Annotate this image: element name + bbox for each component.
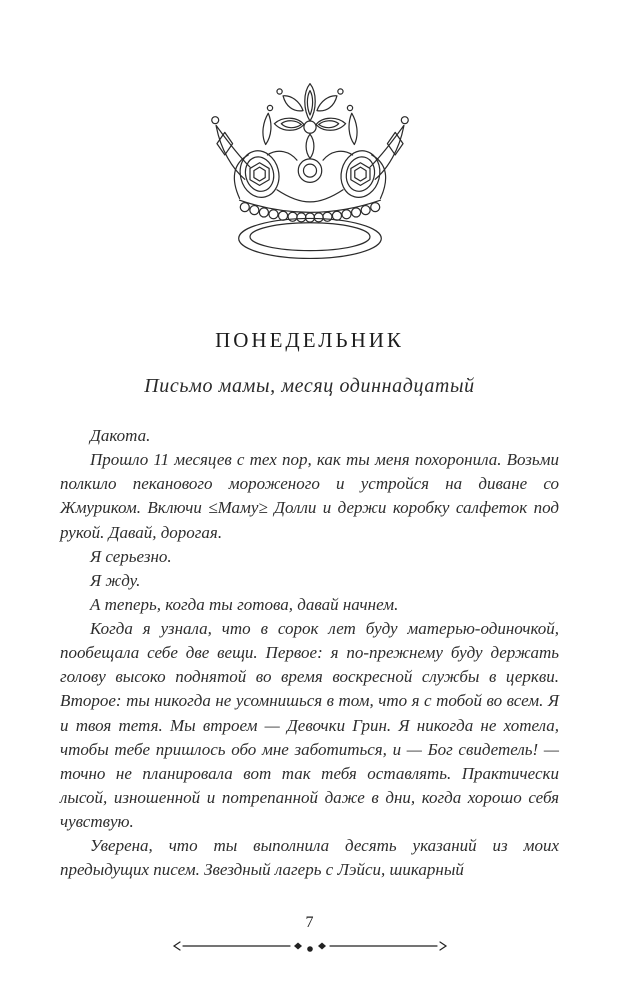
body-paragraph: Когда я узнала, что в сорок лет буду матерью-одиночкой, пообещала себе две вещи. Первое: я по-прежнему буду держать голову высоко поднятой во время воскресной службы в церкви. Второе: ты никогда не усомнишься в том, что я с тобой во всем. Я и твоя тетя. Мы втроем — Девочки Грин. Я никогда не хотела, чтобы тебе пришлось обо мне заботиться, и — Бог свидетель! — точно не планировала вот так тебя оставлять. Практически лысой, изношенной и потрепанной даже в дни, когда хорошо себя чувствую.	[60, 619, 559, 831]
body-paragraph: А теперь, когда ты готова, давай начнем.	[90, 594, 399, 614]
ornamental-divider-icon	[170, 938, 450, 954]
chapter-heading: ПОНЕДЕЛЬНИК	[215, 328, 404, 352]
body-paragraph: Я жду.	[90, 570, 141, 590]
crown-illustration-container	[0, 0, 619, 268]
body-paragraph: Прошло 11 месяцев с тех пор, как ты меня похоронила. Возьми полкило пеканового мороженого и устройся на диване со Жмуриком. Включи ≤Маму≥ Долли и держи коробку салфеток под рукой. Давай, дорогая.	[60, 450, 559, 542]
ornamental-divider	[0, 938, 619, 954]
page-number: 7	[305, 914, 314, 931]
page-footer	[0, 914, 619, 954]
letter-title: Письмо мамы, месяц одиннадцатый	[144, 375, 475, 397]
crown-icon	[155, 68, 465, 268]
body-paragraph: Я серьезно.	[90, 546, 172, 566]
letter-body	[60, 424, 559, 882]
body-paragraph: Дакота.	[90, 426, 151, 445]
body-paragraph: Уверена, что ты выполнила десять указаний из моих предыдущих писем. Звездный лагерь с Лэйси, шикарный	[60, 836, 559, 880]
